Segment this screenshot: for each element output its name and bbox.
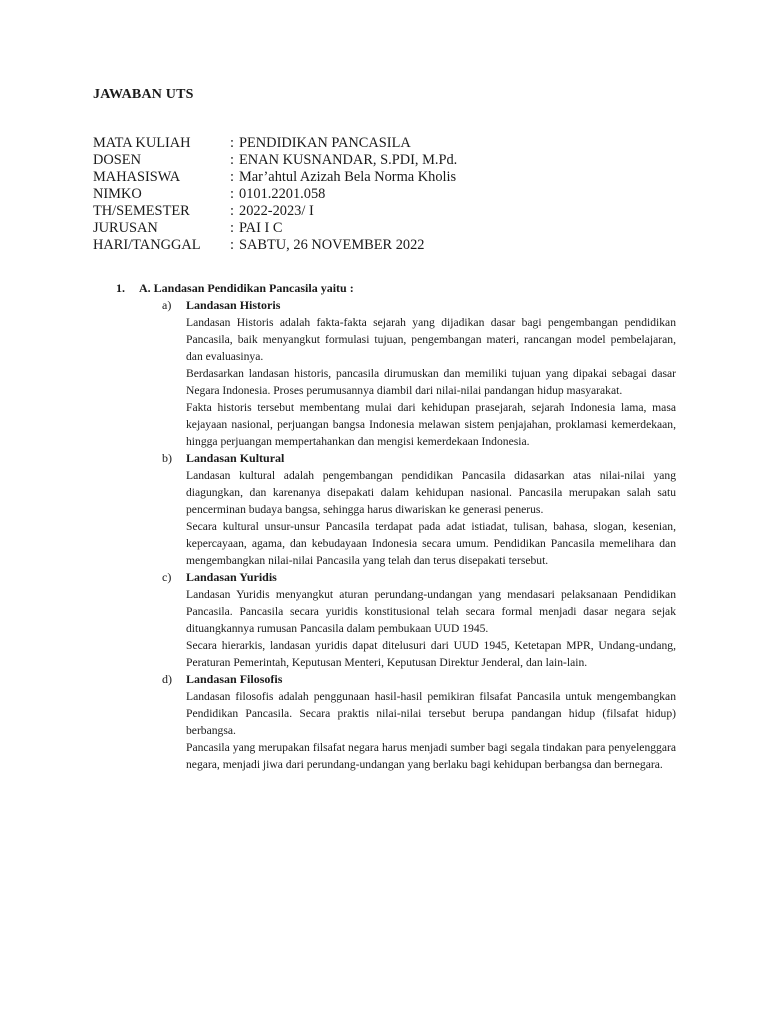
info-colon: : (230, 203, 234, 219)
info-row-nimko (93, 186, 693, 203)
info-value: 0101.2201.058 (239, 186, 326, 202)
subsection-kultural (116, 450, 676, 569)
info-colon: : (230, 237, 234, 253)
subsection-list (116, 297, 676, 773)
subsection-filosofis (116, 671, 676, 773)
section-number: 1. (116, 281, 125, 295)
info-row-student (93, 169, 693, 186)
info-row-date (93, 237, 693, 254)
info-row-semester (93, 203, 693, 220)
section-heading (116, 280, 676, 297)
subsection-title: Landasan Filosofis (186, 672, 283, 686)
info-row-course (93, 135, 693, 152)
subsection-marker: a) (162, 298, 172, 312)
info-colon: : (230, 169, 234, 185)
info-value: ENAN KUSNANDAR, S.PDI, M.Pd. (239, 152, 458, 168)
paragraph: Landasan filosofis adalah penggunaan hasil-hasil pemikiran filsafat Pancasila untuk mengembangkan Pendidikan Pancasila. Secara praktis nilai-nilai tersebut berupa pandangan hidup (filsafat hidup) berbangsa. (186, 690, 676, 737)
paragraph: Berdasarkan landasan historis, pancasila dirumuskan dan memiliki tujuan yang dipakai sebagai dasar Negara Indonesia. Proses perumusannya diambil dari nilai-nilai pandangan hidup masyarakat. (186, 367, 676, 397)
subsection-title: Landasan Yuridis (186, 570, 277, 584)
info-value: 2022-2023/ I (239, 203, 314, 219)
info-colon: : (230, 152, 234, 168)
info-label: HARI/TANGGAL (93, 237, 201, 253)
subsection-marker: d) (162, 672, 172, 686)
paragraph: Fakta historis tersebut membentang mulai dari kehidupan prasejarah, sejarah Indonesia lama, masa kejayaan nasional, perjuangan bangsa Indonesia melawan sistem penjajahan, proklamasi kemerdekaan, hingga perjuangan mempertahankan dan mengisi kemerdekaan Indonesia. (186, 401, 676, 448)
info-row-lecturer (93, 152, 693, 169)
subsection-title: Landasan Kultural (186, 451, 285, 465)
subsection-yuridis (116, 569, 676, 671)
info-colon: : (230, 135, 234, 151)
info-label: TH/SEMESTER (93, 203, 190, 219)
answer-section (116, 280, 676, 771)
paragraph: Landasan Yuridis menyangkut aturan perundang-undangan yang mendasari pelaksanaan Pendidikan Pancasila. Pancasila secara yuridis konstitusional telah secara formal menjadi dasar negara sejak dituangkannya rumusan Pancasila dalam pembukaan UUD 1945. (186, 588, 676, 635)
paragraph: Landasan kultural adalah pengembangan pendidikan Pancasila didasarkan atas nilai-nilai yang diagungkan, dan karenanya disepakati dalam kehidupan nasional. Pancasila merupakan salah satu pencerminan budaya bangsa, sehingga harus diwariskan ke generasi penerus. (186, 469, 676, 516)
info-row-department (93, 220, 693, 237)
document-title: JAWABAN UTS (93, 87, 194, 102)
info-label: NIMKO (93, 186, 142, 202)
info-value: Mar’ahtul Azizah Bela Norma Kholis (239, 169, 457, 185)
subsection-marker: c) (162, 570, 172, 584)
paragraph: Secara hierarkis, landasan yuridis dapat ditelusuri dari UUD 1945, Ketetapan MPR, Undang-undang, Peraturan Pemerintah, Keputusan Menteri, Keputusan Direktur Jenderal, dan lain-lain. (186, 639, 676, 669)
info-value: SABTU, 26 NOVEMBER 2022 (239, 237, 425, 253)
paragraph: Secara kultural unsur-unsur Pancasila terdapat pada adat istiadat, tulisan, bahasa, slogan, kesenian, kepercayaan, agama, dan kebudayaan Indonesia secara umum. Pendidikan Pancasila memelihara dan mengembangkan nilai-nilai Pancasila yang telah dan terus disepakati tersebut. (186, 520, 676, 567)
info-value: PENDIDIKAN PANCASILA (239, 135, 411, 151)
info-label: JURUSAN (93, 220, 158, 236)
info-label: MAHASISWA (93, 169, 181, 185)
info-label: MATA KULIAH (93, 135, 191, 151)
section-heading-text: A. Landasan Pendidikan Pancasila yaitu : (139, 281, 354, 295)
subsection-historis (116, 297, 676, 450)
subsection-title: Landasan Historis (186, 298, 281, 312)
info-colon: : (230, 220, 234, 236)
student-info-block (93, 135, 693, 254)
info-colon: : (230, 186, 234, 202)
subsection-marker: b) (162, 451, 172, 465)
paragraph: Pancasila yang merupakan filsafat negara harus menjadi sumber bagi segala tindakan para penyelenggara negara, menjadi jiwa dari perundang-undangan yang berlaku bagi kehidupan berbangsa dan bernegara. (186, 741, 676, 771)
info-label: DOSEN (93, 152, 141, 168)
paragraph: Landasan Historis adalah fakta-fakta sejarah yang dijadikan dasar bagi pengembangan pendidikan Pancasila, baik menyangkut formulasi tujuan, pengembangan materi, rancangan model pembelajaran, dan evaluasinya. (186, 316, 676, 363)
info-value: PAI I C (239, 220, 283, 236)
